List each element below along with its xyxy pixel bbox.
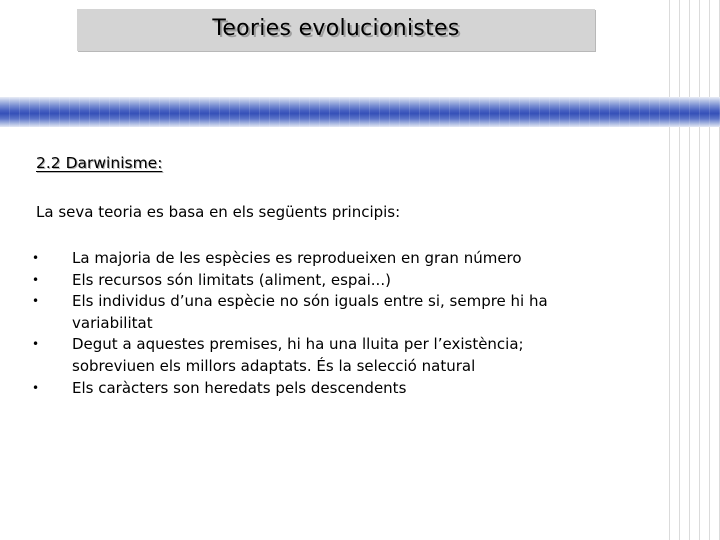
- bullet-icon: •: [32, 380, 40, 395]
- slide-title: Teories evolucionistes: [212, 15, 460, 41]
- list-item-text: La majoria de les espècies es reprodueixen en gran número: [72, 249, 522, 267]
- list-item-text: Els caràcters son heredats pels descendents: [72, 378, 407, 397]
- list-item-text: Els recursos són limitats (aliment, espai...): [72, 270, 391, 289]
- list-item: [32, 334, 592, 377]
- title-box: [77, 9, 595, 51]
- decorative-blue-band: [0, 97, 720, 127]
- list-item: [32, 248, 592, 270]
- section-heading: 2.2 Darwinisme:: [36, 154, 163, 172]
- bullet-icon: •: [32, 272, 40, 287]
- list-item: [32, 291, 592, 334]
- list-item: [32, 378, 592, 400]
- list-item-text: Els individus d’una espècie no són iguals entre si, sempre hi ha variabilitat: [72, 292, 548, 332]
- bullet-icon: •: [32, 294, 40, 309]
- band-texture: [0, 97, 720, 127]
- list-item-text: Degut a aquestes premises, hi ha una lluita per l’existència; sobreviuen els millors adaptats. És la selecció natural: [72, 335, 524, 375]
- bullet-icon: •: [32, 337, 40, 352]
- intro-text: La seva teoria es basa en els següents principis:: [36, 203, 401, 221]
- bullet-icon: •: [32, 251, 40, 265]
- list-item: [32, 270, 592, 292]
- principles-list: [32, 248, 592, 399]
- decorative-vertical-lines: [660, 0, 720, 540]
